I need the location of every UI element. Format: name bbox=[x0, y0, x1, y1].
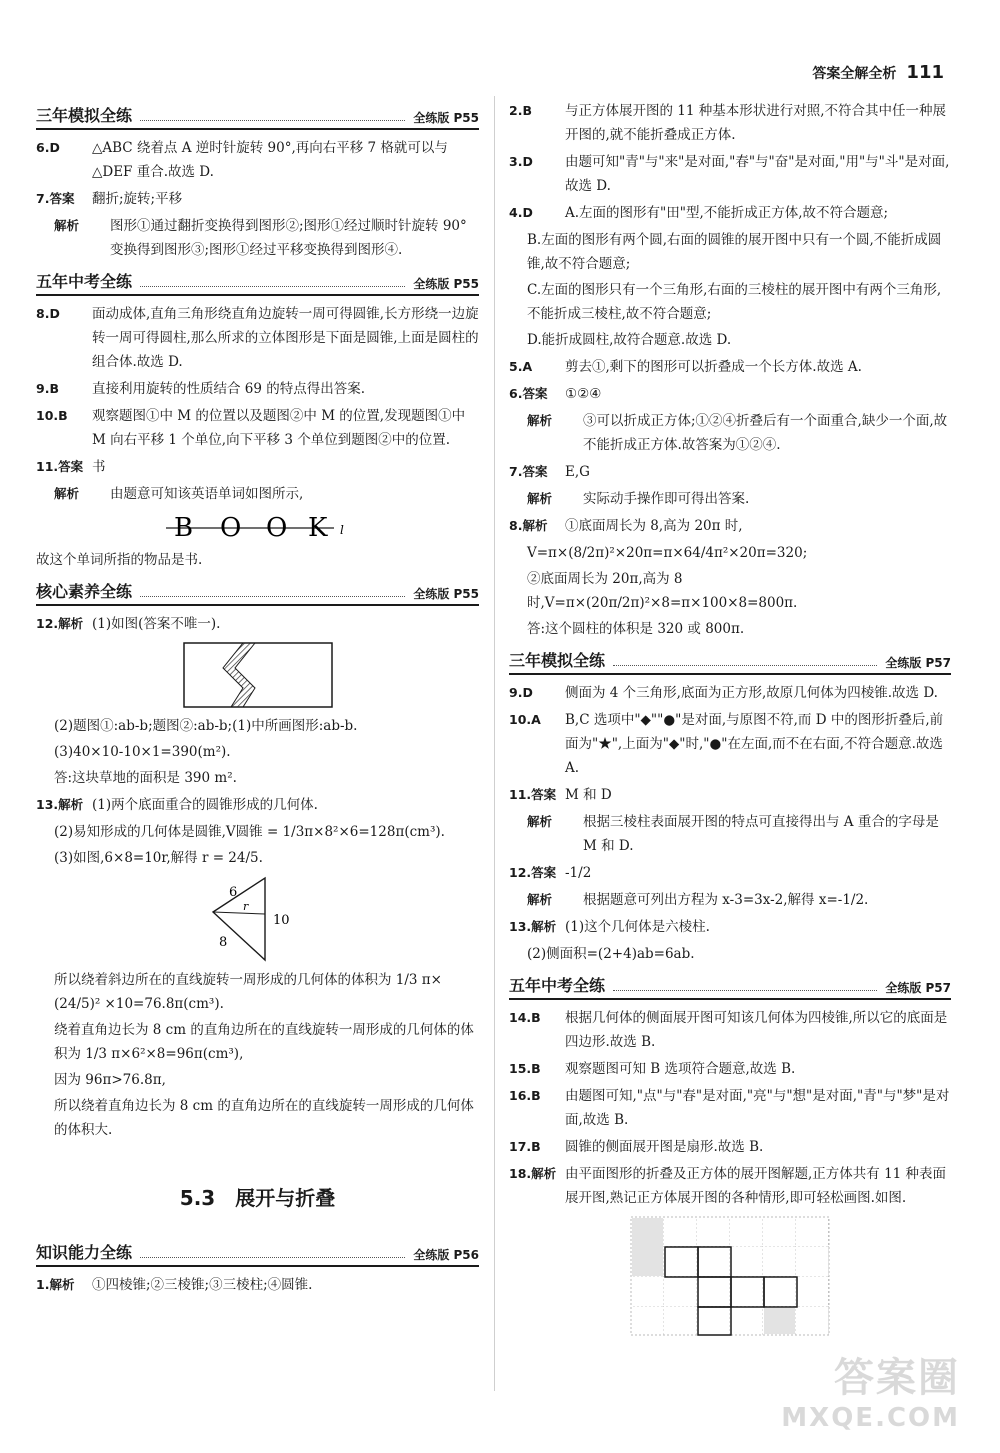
answer-number: 7.答案 bbox=[36, 191, 75, 206]
answer-12 bbox=[36, 612, 479, 636]
explanation-text: 图形①通过翻折变换得到图形②;图形①经过顺时针旋转 90°变换得到图形③;图形①经过平移变换得到图形④. bbox=[110, 218, 467, 258]
explanation-label: 解析 bbox=[527, 413, 553, 428]
answer-text: ①四棱锥;②三棱锥;③三棱柱;④圆锥. bbox=[92, 1277, 313, 1293]
answer-number: 2.B bbox=[509, 103, 532, 118]
cube-net-figure bbox=[509, 1216, 951, 1336]
answer-10 bbox=[36, 404, 479, 452]
answer-number: 3.D bbox=[509, 154, 533, 169]
page-number: 111 bbox=[906, 62, 944, 83]
answer-9r bbox=[509, 681, 951, 705]
answer-8r-formula1: V=π×(8/2π)²×20π=π×64/4π²×20π=320; bbox=[527, 545, 808, 561]
answer-12r bbox=[509, 861, 951, 885]
answer-text: 圆锥的侧面展开图是扇形.故选 B. bbox=[565, 1139, 764, 1155]
section-header-three-year bbox=[36, 102, 479, 130]
answer-text: (1)这个几何体是六棱柱. bbox=[565, 919, 710, 935]
explanation-text: ③可以折成正方体;①②④折叠后有一个面重合,缺少一个面,故不能折成正方体.故答案为①②④. bbox=[583, 413, 948, 453]
answer-16 bbox=[509, 1084, 951, 1132]
answer-number: 12.解析 bbox=[36, 616, 84, 631]
answer-value: E,G bbox=[565, 464, 590, 480]
explanation-text: 由题意可知该英语单词如图所示, bbox=[110, 486, 304, 502]
answer-number: 6.D bbox=[36, 140, 60, 155]
answer-14 bbox=[509, 1006, 951, 1054]
answer-8r bbox=[509, 514, 951, 538]
explanation-11 bbox=[36, 482, 479, 506]
answer-8r-formula2: ②底面周长为 20π,高为 8 时,V=π×(20π/2π)²×8=π×100×8=800π. bbox=[527, 571, 798, 611]
answer-12-part2: (2)题图①:ab-b;题图②:ab-b;(1)中所画图形:ab-b. bbox=[54, 718, 358, 734]
watermark-logo: 答案圈 bbox=[834, 1355, 960, 1401]
answer-text: (1)如图(答案不唯一). bbox=[92, 616, 221, 632]
answer-text: 面动成体,直角三角形绕直角边旋转一周可得圆锥,长方形绕一边旋转一周可得圆柱,那么所求的立体图形是下面是圆锥,上面是圆柱的组合体.故选 D. bbox=[92, 306, 479, 370]
section-title: 核心素养全练 bbox=[36, 582, 133, 601]
section-header-five-year bbox=[36, 268, 479, 296]
answer-4-b: B.左面的图形有两个圆,右面的圆锥的展开图中只有一个圆,不能折成圆锥,故不符合题意; bbox=[527, 232, 942, 272]
answer-number: 11.答案 bbox=[36, 459, 84, 474]
answer-value: ①②④ bbox=[565, 386, 602, 402]
section-title: 五年中考全练 bbox=[509, 976, 606, 995]
answer-12-answer: 答:这块草地的面积是 390 m². bbox=[54, 770, 237, 786]
answer-text: 与正方体展开图的 11 种基本形状进行对照,不符合其中任一种展开图的,就不能折叠成正方体. bbox=[565, 103, 947, 143]
answer-11r bbox=[509, 783, 951, 807]
answer-number: 10.B bbox=[36, 408, 68, 423]
explanation-label: 解析 bbox=[527, 491, 553, 506]
book-letter-1: B bbox=[173, 513, 193, 542]
answer-13-part6: 因为 96π>76.8π, bbox=[54, 1072, 166, 1088]
explanation-text: 实际动手操作即可得出答案. bbox=[583, 491, 750, 507]
answer-number: 13.解析 bbox=[36, 797, 84, 812]
unit-name: 展开与折叠 bbox=[235, 1186, 336, 1210]
answer-number: 8.D bbox=[36, 306, 60, 321]
section-header-five-year-2 bbox=[509, 972, 951, 1000]
answer-18 bbox=[509, 1162, 951, 1210]
answer-number: 1.解析 bbox=[36, 1277, 75, 1292]
side-label-8: 8 bbox=[218, 935, 227, 950]
answer-number: 12.答案 bbox=[509, 865, 557, 880]
section-title: 三年模拟全练 bbox=[509, 651, 606, 670]
answer-7 bbox=[36, 187, 479, 211]
watermark bbox=[781, 1346, 960, 1433]
explanation-label: 解析 bbox=[527, 892, 553, 907]
answer-11 bbox=[36, 455, 479, 479]
section-ref: 全练版 P57 bbox=[885, 656, 951, 670]
section-ref: 全练版 P55 bbox=[413, 111, 479, 125]
book-line-label: l bbox=[339, 523, 344, 537]
answer-8 bbox=[36, 302, 479, 374]
answer-9 bbox=[36, 377, 479, 401]
explanation-7r bbox=[509, 487, 951, 511]
answer-text: 观察题图①中 M 的位置以及题图②中 M 的位置,发现题图①中 M 向右平移 1 个单位,向下平移 3 个单位到题图②中的位置. bbox=[92, 408, 466, 448]
explanation-label: 解析 bbox=[54, 486, 80, 501]
answer-value: 翻折;旋转;平移 bbox=[92, 191, 183, 207]
answer-13-part2: (2)易知形成的几何体是圆锥,V圆锥 = 1/3π×8²×6=128π(cm³). bbox=[54, 824, 445, 840]
answer-text: A.左面的图形有"田"型,不能折成正方体,故不符合题意; bbox=[565, 205, 889, 221]
answer-4-c: C.左面的图形只有一个三角形,右面的三棱柱的展开图中有两个三角形,不能折成三棱柱,故不符合题意; bbox=[527, 282, 942, 322]
book-letter-4: K bbox=[307, 513, 327, 542]
answer-number: 16.B bbox=[509, 1088, 541, 1103]
answer-number: 4.D bbox=[509, 205, 533, 220]
explanation-6r bbox=[509, 409, 951, 457]
unit-title bbox=[36, 1182, 479, 1211]
answer-4 bbox=[509, 201, 951, 225]
answer-13-part3: (3)如图,6×8=10r,解得 r = 24/5. bbox=[54, 850, 263, 866]
unit-number: 5.3 bbox=[179, 1186, 216, 1210]
answer-13-part4: 所以绕着斜边所在的直线旋转一周形成的几何体的体积为 1/3 π× (24/5)² ×10=76.8π(cm³). bbox=[54, 972, 442, 1012]
answer-number: 14.B bbox=[509, 1010, 541, 1025]
answer-text: 观察题图可知 B 选项符合题意,故选 B. bbox=[565, 1061, 796, 1077]
right-triangle-svg bbox=[203, 876, 313, 962]
rectangle-path-svg bbox=[183, 642, 333, 708]
section-ref: 全练版 P56 bbox=[413, 1248, 479, 1262]
answer-8r-answer: 答:这个圆柱的体积是 320 或 800π. bbox=[527, 621, 745, 637]
answer-text: 直接利用旋转的性质结合 69 的特点得出答案. bbox=[92, 381, 366, 397]
right-column bbox=[509, 96, 951, 1342]
watermark-url: MXQE.COM bbox=[781, 1403, 960, 1433]
answer-text: 由题图可知,"点"与"春"是对面,"亮"与"想"是对面,"青"与"梦"是对面,故选 B. bbox=[565, 1088, 950, 1128]
column-divider bbox=[494, 96, 495, 1391]
explanation-text: 根据三棱柱表面展开图的特点可直接得出与 A 重合的字母是 M 和 D. bbox=[583, 814, 939, 854]
answer-12-part3: (3)40×10-10×1=390(m²). bbox=[54, 744, 231, 760]
answer-value: 书 bbox=[92, 459, 106, 475]
section-ref: 全练版 P57 bbox=[885, 981, 951, 995]
answer-number: 10.A bbox=[509, 712, 541, 727]
explanation-12r bbox=[509, 888, 951, 912]
answer-7r bbox=[509, 460, 951, 484]
answer-6 bbox=[36, 136, 479, 184]
book-word-svg bbox=[158, 512, 358, 542]
answer-number: 13.解析 bbox=[509, 919, 557, 934]
answer-number: 9.D bbox=[509, 685, 533, 700]
section-title: 三年模拟全练 bbox=[36, 106, 133, 125]
answer-10r bbox=[509, 708, 951, 780]
answer-13r-part2: (2)侧面积=(2+4)ab=6ab. bbox=[527, 946, 695, 962]
section-ref: 全练版 P55 bbox=[413, 587, 479, 601]
side-label-6: 6 bbox=[228, 885, 237, 900]
section-header-knowledge bbox=[36, 1239, 479, 1267]
answer-3 bbox=[509, 150, 951, 198]
answer-text: (1)两个底面重合的圆锥形成的几何体. bbox=[92, 797, 318, 813]
answer-text: 剪去①,剩下的图形可以折叠成一个长方体.故选 A. bbox=[565, 359, 862, 375]
answer-text: 由平面图形的折叠及正方体的展开图解题,正方体共有 11 种表面展开图,熟记正方体展开图的各种情形,即可轻松画图.如图. bbox=[565, 1166, 947, 1206]
explanation-label: 解析 bbox=[54, 218, 80, 233]
answer-value: M 和 D bbox=[565, 787, 612, 803]
answer-text: 根据几何体的侧面展开图可知该几何体为四棱锥,所以它的底面是四边形.故选 B. bbox=[565, 1010, 948, 1050]
answer-4-d: D.能折成圆柱,故符合题意.故选 D. bbox=[527, 332, 732, 348]
answer-text: 侧面为 4 个三角形,底面为正方形,故原几何体为四棱锥.故选 D. bbox=[565, 685, 938, 701]
answer-number: 11.答案 bbox=[509, 787, 557, 802]
book-figure bbox=[36, 512, 479, 542]
book-letter-2: O bbox=[219, 513, 241, 542]
answer-number: 7.答案 bbox=[509, 464, 548, 479]
answer-17 bbox=[509, 1135, 951, 1159]
answer-2 bbox=[509, 99, 951, 147]
answer-number: 6.答案 bbox=[509, 386, 548, 401]
header-label: 答案全解全析 bbox=[812, 66, 897, 82]
book-letter-3: O bbox=[265, 513, 287, 542]
answer-5 bbox=[509, 355, 951, 379]
left-column bbox=[36, 96, 479, 1300]
section-title: 五年中考全练 bbox=[36, 272, 133, 291]
answer-13-part7: 所以绕着直角边长为 8 cm 的直角边所在的直线旋转一周形成的几何体的体积大. bbox=[54, 1098, 474, 1138]
cube-net-grid-svg bbox=[630, 1216, 830, 1336]
grass-figure bbox=[36, 642, 479, 708]
answer-13r bbox=[509, 915, 951, 939]
section-header-core bbox=[36, 578, 479, 606]
explanation-11r bbox=[509, 810, 951, 858]
section-ref: 全练版 P55 bbox=[413, 277, 479, 291]
side-label-10: 10 bbox=[272, 913, 290, 928]
page-header bbox=[812, 62, 944, 83]
answer-number: 18.解析 bbox=[509, 1166, 557, 1181]
triangle-figure bbox=[36, 876, 479, 962]
answer-13 bbox=[36, 793, 479, 817]
answer-6r bbox=[509, 382, 951, 406]
answer-text: △ABC 绕着点 A 逆时针旋转 90°,再向右平移 7 格就可以与△DEF 重合.故选 D. bbox=[92, 140, 448, 180]
section-header-three-year-2 bbox=[509, 647, 951, 675]
answer-13-part5: 绕着直角边长为 8 cm 的直角边所在的直线旋转一周形成的几何体的体积为 1/3 π×6²×8=96π(cm³), bbox=[54, 1022, 474, 1062]
answer-1 bbox=[36, 1273, 479, 1297]
height-label-r: r bbox=[242, 900, 248, 913]
answer-text: 由题可知"青"与"来"是对面,"春"与"奋"是对面,"用"与"斗"是对面,故选 D. bbox=[565, 154, 950, 194]
answer-value: -1/2 bbox=[565, 865, 592, 881]
explanation-7 bbox=[36, 214, 479, 262]
answer-text: B,C 选项中"◆""●"是对面,与原图不符,而 D 中的图形折叠后,前面为"★",上面为"◆"时,"●"在左面,而不在右面,不符合题意.故选 A. bbox=[565, 712, 944, 776]
answer-number: 15.B bbox=[509, 1061, 541, 1076]
answer-number: 8.解析 bbox=[509, 518, 548, 533]
answer-15 bbox=[509, 1057, 951, 1081]
book-conclusion: 故这个单词所指的物品是书. bbox=[36, 552, 203, 568]
section-title: 知识能力全练 bbox=[36, 1243, 133, 1262]
answer-number: 17.B bbox=[509, 1139, 541, 1154]
answer-text: ①底面周长为 8,高为 20π 时, bbox=[565, 518, 743, 534]
explanation-text: 根据题意可列出方程为 x-3=3x-2,解得 x=-1/2. bbox=[583, 892, 869, 908]
answer-number: 5.A bbox=[509, 359, 533, 374]
answer-number: 9.B bbox=[36, 381, 59, 396]
explanation-label: 解析 bbox=[527, 814, 553, 829]
